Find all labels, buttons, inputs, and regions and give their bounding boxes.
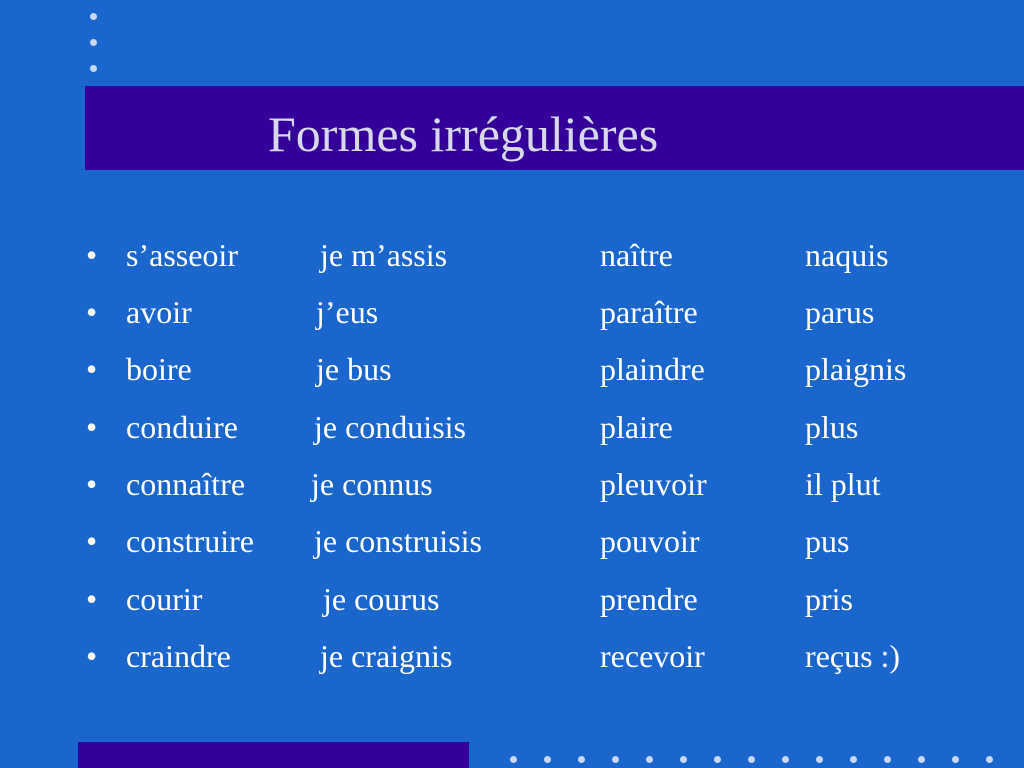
verb-infinitive: craindre	[126, 638, 231, 674]
bullet: •	[86, 294, 98, 330]
bullet: •	[86, 237, 98, 273]
verb-passe-simple-2: pris	[805, 581, 853, 617]
verb-passe-simple: je m’assis	[320, 237, 448, 273]
verb-passe-simple-2: parus	[805, 294, 875, 330]
decor-dot	[782, 756, 789, 763]
bullet: •	[86, 409, 98, 445]
verb-infinitive: s’asseoir	[126, 237, 238, 273]
verb-infinitive-2: prendre	[600, 581, 698, 617]
verb-infinitive-2: paraître	[600, 294, 698, 330]
verb-passe-simple: je connus	[311, 466, 433, 502]
verb-passe-simple: je bus	[316, 351, 392, 387]
verb-infinitive-2: plaire	[600, 409, 673, 445]
verb-infinitive-2: pouvoir	[600, 523, 700, 559]
bullet: •	[86, 523, 98, 559]
decor-dot	[884, 756, 891, 763]
verb-infinitive: construire	[126, 523, 254, 559]
list-item	[0, 292, 1024, 332]
verb-infinitive: boire	[126, 351, 192, 387]
bullet: •	[86, 351, 98, 387]
decor-dot	[952, 756, 959, 763]
verb-passe-simple: je conduisis	[314, 409, 466, 445]
verb-passe-simple: je courus	[323, 581, 440, 617]
decor-dot	[986, 756, 993, 763]
verb-passe-simple-2: naquis	[805, 237, 889, 273]
verb-passe-simple-2: pus	[805, 523, 850, 559]
decor-dot	[748, 756, 755, 763]
decor-dot	[850, 756, 857, 763]
bullet: •	[86, 581, 98, 617]
verb-infinitive: avoir	[126, 294, 192, 330]
verb-infinitive-2: plaindre	[600, 351, 705, 387]
verb-passe-simple-2: il plut	[805, 466, 881, 502]
verb-infinitive: courir	[126, 581, 203, 617]
list-item	[0, 521, 1024, 561]
decor-dot	[714, 756, 721, 763]
decor-dot	[90, 39, 97, 46]
verb-passe-simple-2: plaignis	[805, 351, 907, 387]
decor-dot	[646, 756, 653, 763]
list-item	[0, 349, 1024, 389]
decor-dot	[680, 756, 687, 763]
decor-dot	[918, 756, 925, 763]
decor-dot	[612, 756, 619, 763]
decor-dot	[816, 756, 823, 763]
slide-title: Formes irrégulières	[268, 106, 659, 162]
verb-passe-simple-2: plus	[805, 409, 859, 445]
bullet: •	[86, 466, 98, 502]
decor-dot	[544, 756, 551, 763]
decor-dot	[90, 13, 97, 20]
list-item	[0, 579, 1024, 619]
verb-infinitive: conduire	[126, 409, 238, 445]
bottom-band	[78, 742, 469, 768]
list-item	[0, 464, 1024, 504]
decor-dot	[578, 756, 585, 763]
decor-dot	[510, 756, 517, 763]
verb-infinitive-2: recevoir	[600, 638, 705, 674]
decor-dot	[90, 65, 97, 72]
list-item	[0, 407, 1024, 447]
verb-infinitive-2: pleuvoir	[600, 466, 707, 502]
verb-infinitive-2: naître	[600, 237, 673, 273]
verb-infinitive: connaître	[126, 466, 246, 502]
verb-passe-simple: je craignis	[320, 638, 453, 674]
list-item	[0, 636, 1024, 676]
list-item	[0, 235, 1024, 275]
verb-passe-simple: j’eus	[316, 294, 379, 330]
verb-passe-simple-2: reçus :)	[805, 638, 901, 674]
verb-passe-simple: je construisis	[314, 523, 482, 559]
bullet: •	[86, 638, 98, 674]
